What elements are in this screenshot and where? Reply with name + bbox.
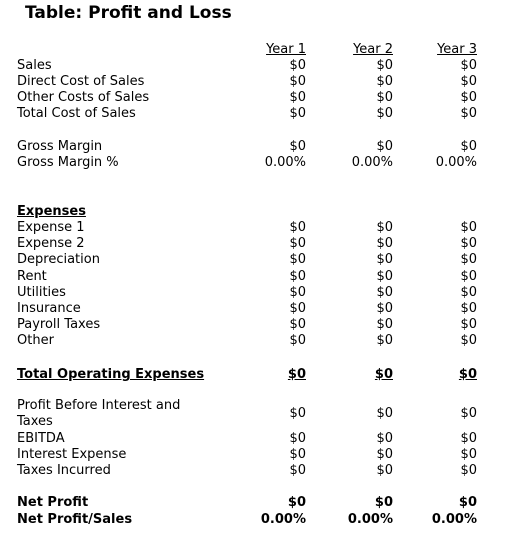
year-3-value: $0: [460, 447, 477, 462]
row-label: Insurance: [17, 301, 81, 316]
year-2-value: $0: [376, 58, 393, 73]
year-2-value: $0: [376, 106, 393, 121]
row-label: Direct Cost of Sales: [17, 74, 145, 89]
year-2-value: 0.00%: [347, 512, 393, 527]
year-2-value: $0: [376, 447, 393, 462]
year-1-value: $0: [289, 74, 306, 89]
year-1-value: 0.00%: [264, 155, 306, 170]
year-2-value: $0: [376, 220, 393, 235]
year-2-value: $0: [374, 367, 393, 382]
year-3-header: Year 3: [437, 42, 477, 57]
year-2-value: $0: [376, 252, 393, 267]
year-2-value: $0: [376, 74, 393, 89]
year-2-value: $0: [374, 495, 393, 510]
row-label: Other: [17, 333, 54, 348]
row-label: Depreciation: [17, 252, 100, 267]
row-label: Total Cost of Sales: [17, 106, 136, 121]
year-3-value: $0: [460, 285, 477, 300]
row-label: Gross Margin: [17, 139, 103, 154]
year-3-value: $0: [460, 406, 477, 421]
year-2-value: $0: [376, 333, 393, 348]
year-1-value: $0: [289, 285, 306, 300]
row-label: Taxes Incurred: [17, 463, 111, 478]
year-1-value: $0: [289, 317, 306, 332]
year-2-value: $0: [376, 301, 393, 316]
year-3-value: $0: [460, 58, 477, 73]
year-3-value: $0: [460, 90, 477, 105]
year-2-value: $0: [376, 236, 393, 251]
row-label: Profit Before Interest and Taxes: [17, 398, 181, 429]
year-1-header: Year 1: [266, 42, 306, 57]
year-3-value: 0.00%: [431, 512, 477, 527]
year-2-value: $0: [376, 463, 393, 478]
row-label: Gross Margin %: [17, 155, 119, 170]
year-1-value: $0: [287, 367, 306, 382]
expenses-heading: Expenses: [17, 204, 86, 219]
year-3-value: $0: [458, 367, 477, 382]
year-3-value: $0: [460, 236, 477, 251]
row-label: Expense 2: [17, 236, 85, 251]
year-3-value: $0: [460, 220, 477, 235]
page-title: Table: Profit and Loss: [25, 3, 232, 23]
year-2-value: $0: [376, 431, 393, 446]
row-label: Net Profit/Sales: [17, 512, 133, 527]
year-3-value: $0: [460, 463, 477, 478]
year-1-value: $0: [289, 463, 306, 478]
year-3-value: $0: [460, 106, 477, 121]
year-1-value: $0: [289, 301, 306, 316]
row-label: Sales: [17, 58, 52, 73]
year-3-value: $0: [460, 431, 477, 446]
year-1-value: 0.00%: [260, 512, 306, 527]
year-3-value: $0: [460, 269, 477, 284]
year-1-value: $0: [289, 447, 306, 462]
year-3-value: $0: [460, 333, 477, 348]
year-1-value: $0: [289, 106, 306, 121]
year-3-value: $0: [460, 301, 477, 316]
row-label: Interest Expense: [17, 447, 127, 462]
year-3-value: $0: [460, 139, 477, 154]
year-1-value: $0: [289, 333, 306, 348]
year-1-value: $0: [289, 236, 306, 251]
year-2-value: $0: [376, 285, 393, 300]
year-3-value: $0: [458, 495, 477, 510]
year-2-header: Year 2: [353, 42, 393, 57]
row-label: Utilities: [17, 285, 66, 300]
year-1-value: $0: [289, 139, 306, 154]
row-label: Payroll Taxes: [17, 317, 101, 332]
profit-before-row: [0, 398, 525, 430]
year-2-value: $0: [376, 139, 393, 154]
row-label: Rent: [17, 269, 47, 284]
year-2-value: $0: [376, 317, 393, 332]
row-label: Expense 1: [17, 220, 85, 235]
year-1-value: $0: [289, 220, 306, 235]
year-3-value: 0.00%: [435, 155, 477, 170]
row-label: EBITDA: [17, 431, 65, 446]
year-2-value: $0: [376, 90, 393, 105]
year-1-value: $0: [289, 252, 306, 267]
year-2-value: $0: [376, 406, 393, 421]
year-1-value: $0: [289, 431, 306, 446]
year-3-value: $0: [460, 252, 477, 267]
year-3-value: $0: [460, 74, 477, 89]
year-2-value: $0: [376, 269, 393, 284]
year-1-value: $0: [289, 269, 306, 284]
year-2-value: 0.00%: [351, 155, 393, 170]
year-3-value: $0: [460, 317, 477, 332]
year-1-value: $0: [289, 406, 306, 421]
row-label: Other Costs of Sales: [17, 90, 150, 105]
year-1-value: $0: [289, 90, 306, 105]
row-label: Total Operating Expenses: [17, 367, 205, 382]
row-label: Net Profit: [17, 495, 89, 510]
year-1-value: $0: [287, 495, 306, 510]
year-1-value: $0: [289, 58, 306, 73]
